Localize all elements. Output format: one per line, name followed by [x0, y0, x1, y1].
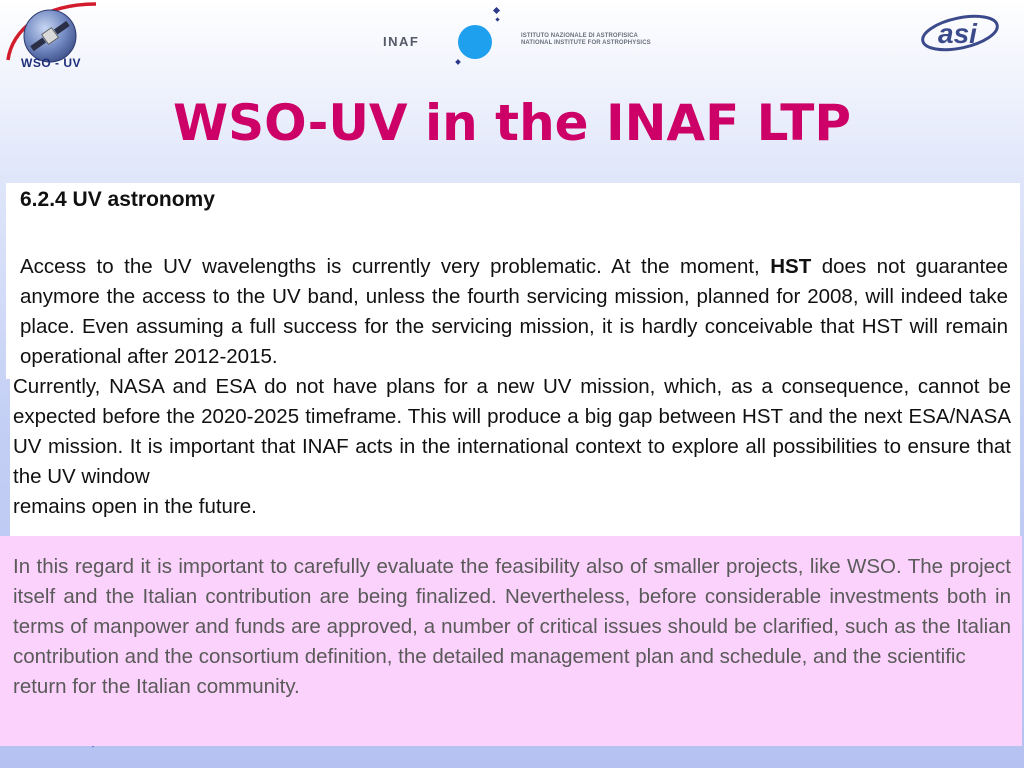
wso-uv-logo-label: WSO - UV: [21, 56, 81, 70]
section-heading: 6.2.4 UV astronomy: [20, 188, 215, 211]
paragraph-hst-access: [20, 252, 1008, 372]
para1-text-start: Access to the UV wavelengths is currently very problematic. At the moment,: [20, 255, 771, 278]
para3-text: In this regard it is important to carefully evaluate the feasibility also of smaller projects, like WSO. The project itself and the Italian contribution are being finalized. Nevertheless, before considerable investments both in terms of manpower and funds are approved, a number of critical issues should be clarified, such as the Italian contribution and the consortium definition, the detailed management plan and schedule, and the scientific: [13, 555, 1011, 668]
para2-text: Currently, NASA and ESA do not have plans for a new UV mission, which, as a consequence, cannot be expected before the 2020-2025 timeframe. This will produce a big gap between HST and the next ESA/NASA UV mission. It is important that INAF acts in the international context to explore all possibilities to ensure that the UV window: [13, 375, 1011, 488]
paragraph-wso-highlight: [13, 552, 1011, 702]
wso-uv-logo: [2, 0, 100, 78]
para1-text-end: does not guarantee anymore the access to the UV band, unless the fourth servicing mission, planned for 2008, will indeed take place. Even assuming a full success for the servicing mission, it is hardly conceivable that HST will remain operational after 2012-2015.: [20, 255, 1008, 368]
inaf-name-italian: ISTITUTO NAZIONALE DI ASTROFISICA: [521, 33, 638, 39]
inaf-logo: [383, 6, 683, 70]
blue-circle-logo-icon: [449, 6, 509, 70]
inaf-wordmark: INAF: [383, 34, 420, 49]
para2-last-line: remains open in the future.: [13, 495, 257, 518]
slide-title: WSO-UV in the INAF LTP: [172, 94, 852, 152]
asi-logo: [918, 6, 1006, 54]
para1-bold-hst: HST: [770, 255, 812, 278]
paragraph-nasa-esa: [13, 372, 1011, 522]
inaf-name-english: NATIONAL INSTITUTE FOR ASTROPHYSICS: [521, 40, 651, 46]
asi-logo-icon: [918, 6, 1006, 54]
asi-logo-text: asi: [938, 18, 977, 49]
para3-last-line: return for the Italian community.: [13, 675, 300, 698]
